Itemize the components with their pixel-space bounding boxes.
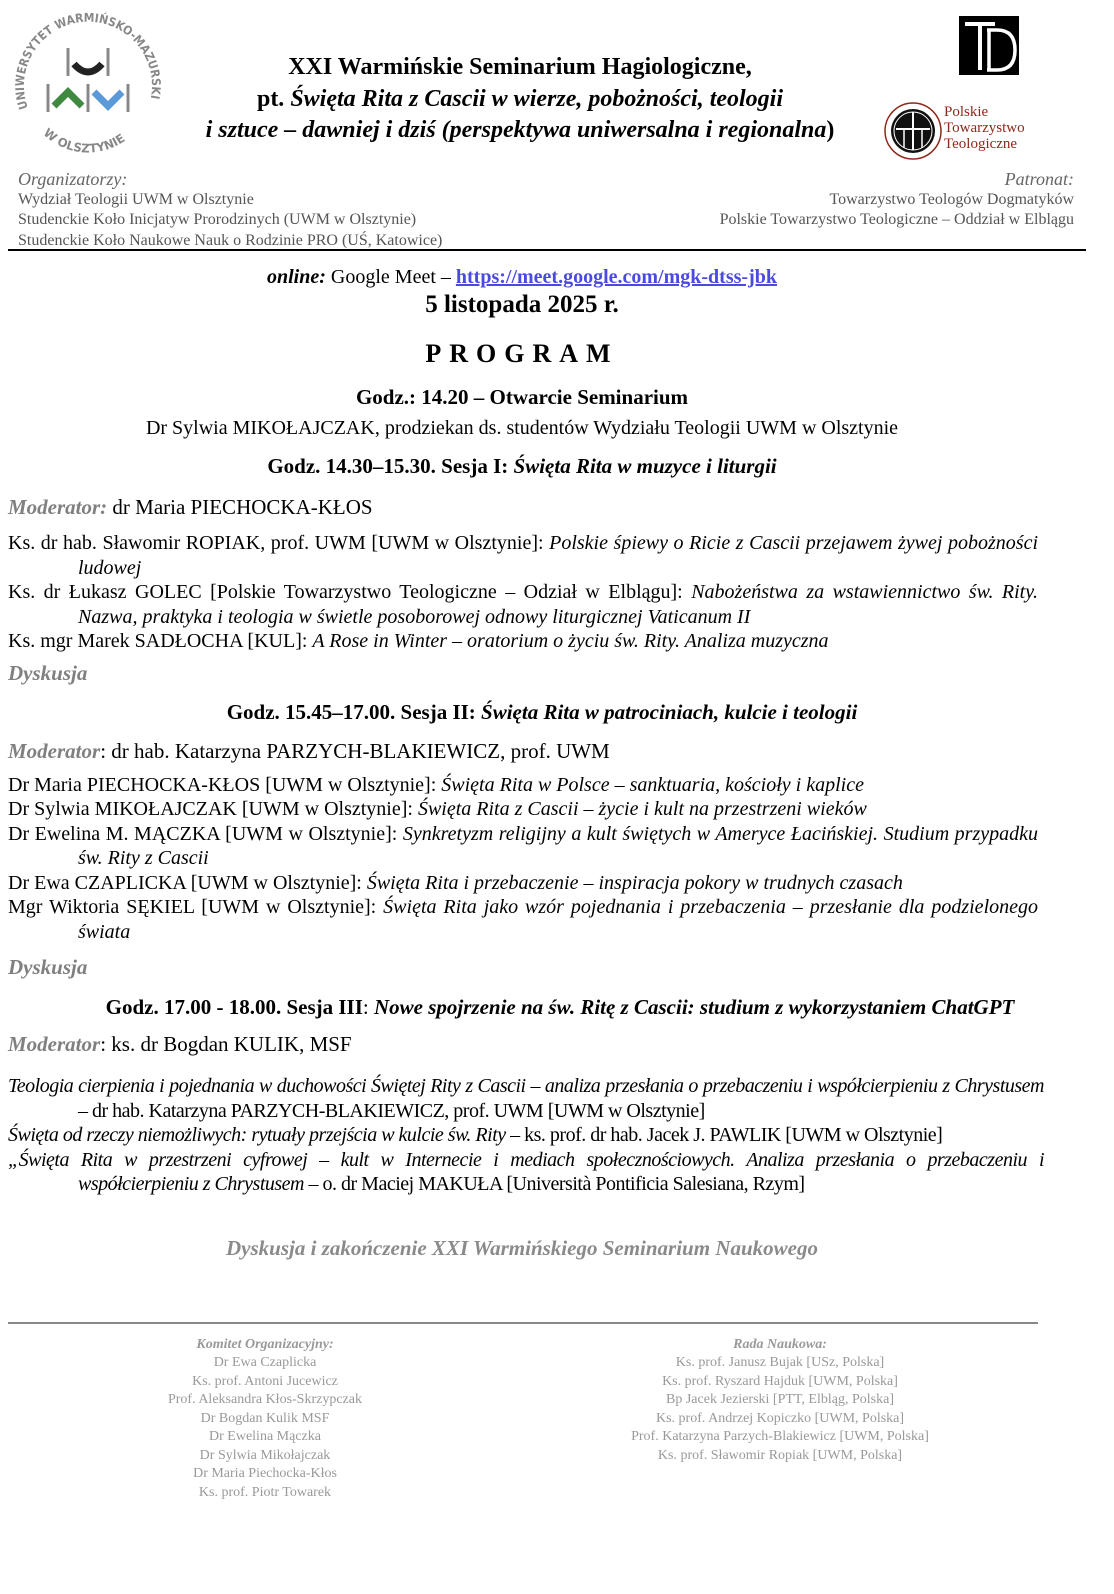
committee-label: Komitet Organizacyjny: — [196, 1336, 334, 1352]
footer-divider — [8, 1322, 1038, 1324]
opening-speaker: Dr Sylwia MIKOŁAJCZAK, prodziekan ds. studentów Wydziału Teologii UWM w Olsztynie — [145, 417, 899, 439]
council-member: Ks. prof. Andrzej Kopiczko [UWM, Polska] — [655, 1410, 905, 1426]
title-prefix: pt. — [256, 85, 291, 112]
talk-speaker: Dr Ewa CZAPLICKA [UWM w Olsztynie]: — [8, 871, 367, 894]
footer — [0, 1336, 1114, 1526]
session-1-discussion: Dyskusja — [8, 660, 88, 685]
title-line-3: i sztuce – dawniej i dziś (perspektywa uniwersalna i regionalna — [205, 117, 827, 143]
moderator-label: Moderator: — [8, 495, 108, 519]
opening-heading: Godz.: 14.20 – Otwarcie Seminarium — [355, 385, 689, 409]
talk-title: Nabożeństwa za wstawiennictwo św. Rity. Nazwa, praktyka i teologia w świetle posoborowej odnowy liturgicznej Vaticanum II — [78, 581, 1038, 628]
session-2-discussion: Dyskusja — [8, 955, 88, 979]
talk-item — [8, 895, 1038, 944]
talk-speaker: – o. dr Maciej MAKUŁA [Università Pontificia Salesiana, Rzym] — [304, 1173, 805, 1195]
talk-title: Synkretyzm religijny a kult świętych w Ameryce Łacińskiej. Studium przypadku św. Rity z Cascii — [78, 822, 1038, 869]
committee-member: Dr Ewa Czaplicka — [213, 1355, 317, 1370]
header-divider — [8, 249, 1086, 251]
patronage-item: Polskie Towarzystwo Teologiczne – Oddział w Elblągu — [719, 211, 1074, 228]
scientific-council — [580, 1336, 980, 1466]
uwm-logo-bottom-text: W OLSZTYNIE — [40, 125, 128, 156]
committee-member: Dr Bogdan Kulik MSF — [200, 1410, 330, 1426]
talk-speaker: Ks. dr Łukasz GOLEC [Polskie Towarzystwo Teologiczne – Odział w Elblągu]: — [8, 581, 692, 603]
talk-title: Święta od rzeczy niemożliwych: rytuały przejścia w kulcie św. Rity — [8, 1124, 506, 1146]
uwm-logo-top-text: UNIWERSYTET WARMIŃSKO-MAZURSKI — [12, 10, 164, 112]
talk-speaker: Dr Ewelina M. MĄCZKA [UWM w Olsztynie]: — [8, 822, 403, 845]
organizing-committee — [130, 1336, 400, 1503]
platform-name: Google Meet – — [325, 266, 456, 288]
talk-speaker: Ks. dr hab. Sławomir ROPIAK, prof. UWM [UWM w Olsztynie]: — [8, 532, 550, 554]
moderator-label: Moderator — [8, 1032, 101, 1056]
talk-speaker: Dr Maria PIECHOCKA-KŁOS [UWM w Olsztynie]: — [8, 773, 442, 796]
organizers — [18, 169, 442, 251]
session-time: Godz. 14.30–15.30. Sesja I: — [267, 454, 514, 478]
program-heading: PROGRAM — [425, 339, 619, 368]
talk-speaker: Mgr Wiktoria SĘKIEL [UWM w Olsztynie]: — [8, 896, 384, 918]
committee-member: Ks. prof. Antoni Jucewicz — [192, 1373, 338, 1389]
ptt-logo-name — [944, 104, 1025, 152]
committee-member: Prof. Aleksandra Kłos-Skrzypczak — [167, 1392, 362, 1407]
session-1-heading — [0, 453, 1044, 480]
talk-item — [8, 1123, 1044, 1148]
closing-text: Dyskusja i zakończenie XXI Warmińskiego Seminarium Naukowego — [226, 1235, 818, 1260]
ptt-logo — [882, 100, 1042, 162]
online-label: online: — [267, 266, 326, 288]
talk-speaker: – dr hab. Katarzyna PARZYCH-BLAKIEWICZ, prof. UWM [UWM w Olsztynie] — [78, 1099, 705, 1122]
talk-item — [8, 1074, 1044, 1123]
session-3-moderator — [8, 1031, 1114, 1058]
committee-member: Dr Maria Piechocka-Kłos — [193, 1466, 337, 1481]
ptt-name-line: Teologiczne — [944, 136, 1018, 152]
session-time: Godz. 17.00 - 18.00. Sesja III — [105, 995, 363, 1019]
committee-member: Dr Sylwia Mikołajczak — [199, 1447, 331, 1463]
talk-item — [8, 629, 1038, 654]
session-2-heading — [20, 699, 1064, 726]
session-3-heading — [90, 994, 1030, 1021]
talk-title: Święta Rita z Cascii – życie i kult na przestrzeni wieków — [417, 798, 867, 820]
organizers-label: Organizatorzy: — [18, 169, 128, 189]
session-1-talks — [8, 531, 1038, 654]
session-3-talks — [8, 1074, 1044, 1197]
program-body — [0, 264, 1114, 1526]
moderator-name: : ks. dr Bogdan KULIK, MSF — [100, 1032, 352, 1056]
session-1-moderator — [8, 494, 1114, 521]
talk-speaker: Dr Sylwia MIKOŁAJCZAK [UWM w Olsztynie]: — [8, 798, 418, 820]
uwm-logo — [6, 8, 171, 168]
talk-item — [8, 822, 1038, 871]
session-2-moderator — [8, 738, 1114, 765]
talk-item — [8, 1148, 1044, 1197]
meeting-info — [0, 264, 1044, 290]
organizer-item: Wydział Teologii UWM w Olsztynie — [18, 190, 254, 208]
moderator-name: dr Maria PIECHOCKA-KŁOS — [107, 495, 373, 519]
session-theme: Święta Rita w muzyce i liturgii — [513, 454, 777, 478]
talk-item — [8, 773, 1038, 798]
session-time: Godz. 15.45–17.00. Sesja II: — [226, 699, 482, 724]
talk-title: Święta Rita jako wzór pojednania i przebaczenia – przesłanie dla podzielonego świata — [78, 896, 1038, 943]
ptt-name-line: Polskie — [944, 104, 989, 120]
patronage — [720, 169, 1074, 231]
event-date: 5 listopada 2025 r. — [425, 291, 619, 318]
council-member: Ks. prof. Sławomir Ropiak [UWM, Polska] — [657, 1447, 903, 1463]
organizer-item: Studenckie Koło Inicjatyw Prorodzinych (UWM w Olsztynie) — [18, 211, 417, 228]
talk-item — [8, 797, 1038, 822]
title-close: ) — [826, 117, 835, 143]
title-line-2: Święta Rita z Cascii w wierze, pobożności, teologii — [290, 85, 784, 112]
talk-title: „Święta Rita w przestrzeni cyfrowej – kult w Internecie i mediach społecznościowych. Analiza przesłania o przebaczeniu i współcierpieniu z Chrystusem — [8, 1148, 1044, 1195]
session-theme-prefix: : — [362, 995, 374, 1019]
council-label: Rada Naukowa: — [733, 1336, 827, 1352]
patronage-item: Towarzystwo Teologów Dogmatyków — [829, 190, 1074, 208]
committee-member: Ks. prof. Piotr Towarek — [198, 1484, 332, 1500]
committee-member: Dr Ewelina Mączka — [209, 1429, 321, 1444]
organizer-item: Studenckie Koło Naukowe Nauk o Rodzinie PRO (UŚ, Katowice) — [18, 231, 443, 249]
council-member: Prof. Katarzyna Parzych-Blakiewicz [UWM, Polska] — [631, 1429, 929, 1444]
talk-title: A Rose in Winter – oratorium o życiu św. Rity. Analiza muzyczna — [312, 630, 829, 652]
council-member: Bp Jacek Jezierski [PTT, Elbląg, Polska] — [666, 1392, 894, 1407]
session-theme: Nowe spojrzenie na św. Ritę z Cascii: studium z wykorzystaniem ChatGPT — [373, 995, 1015, 1019]
talk-speaker: – ks. prof. dr hab. Jacek J. PAWLIK [UWM w Olsztynie] — [505, 1124, 943, 1146]
td-logo — [959, 16, 1019, 75]
moderator-label: Moderator — [8, 738, 101, 763]
talk-title: Święta Rita w Polsce – sanktuaria, kościoły i kaplice — [441, 773, 864, 796]
session-2-talks — [8, 773, 1038, 945]
talk-item — [8, 580, 1038, 629]
council-member: Ks. prof. Ryszard Hajduk [UWM, Polska] — [662, 1373, 898, 1389]
title-line-1: XXI Warmińskie Seminarium Hagiologiczne, — [288, 54, 752, 80]
talk-title: Święta Rita i przebaczenie – inspiracja pokory w trudnych czasach — [366, 871, 903, 894]
talk-title: Teologia cierpienia i pojednania w duchowości Świętej Rity z Cascii – analiza przesłania o przebaczeniu i współcierpieniu z Chrystusem — [8, 1075, 1044, 1097]
talk-speaker: Ks. mgr Marek SADŁOCHA [KUL]: — [8, 630, 313, 652]
ptt-name-line: Towarzystwo — [944, 120, 1025, 136]
svg-text:W OLSZTYNIE — [41, 126, 128, 156]
talk-title: Polskie śpiewy o Ricie z Cascii przejawem żywej pobożności ludowej — [78, 532, 1038, 579]
talk-item — [8, 531, 1038, 580]
council-member: Ks. prof. Janusz Bujak [USz, Polska] — [675, 1355, 885, 1370]
session-theme: Święta Rita w patrociniach, kulcie i teologii — [481, 699, 858, 724]
talk-item — [8, 871, 1038, 896]
patronage-label: Patronat: — [1004, 169, 1074, 189]
meeting-link[interactable]: https://meet.google.com/mgk-dtss-jbk — [455, 266, 777, 288]
moderator-name: : dr hab. Katarzyna PARZYCH-BLAKIEWICZ, prof. UWM — [100, 738, 610, 763]
page-title — [170, 52, 870, 147]
